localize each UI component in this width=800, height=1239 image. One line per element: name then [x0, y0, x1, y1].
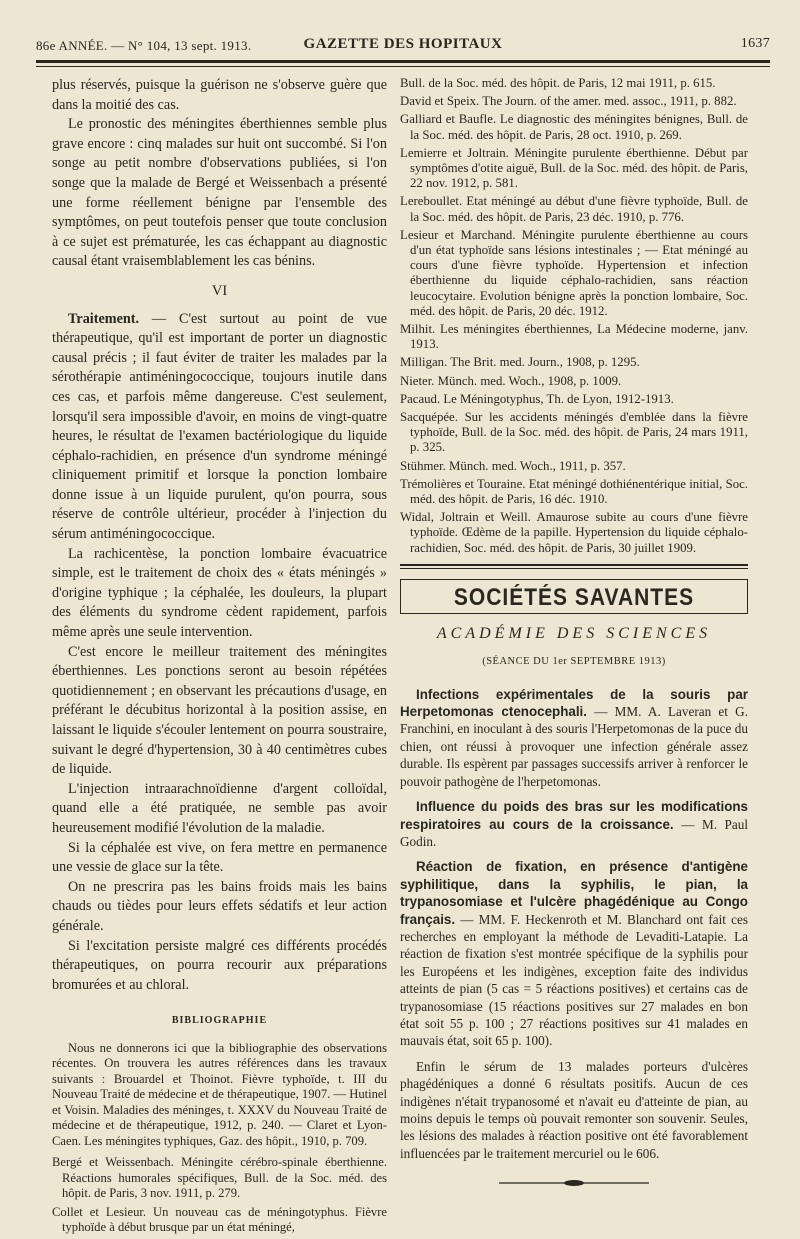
- right-column: [400, 76, 748, 1194]
- academie-title: ACADÉMIE DES SCIENCES: [436, 625, 712, 643]
- paragraph: Si l'excitation persiste malgré ces différents procédés thérapeutiques, on pourra recourir aux préparations bromurées et au chloral.: [52, 937, 387, 993]
- paragraph-traitement: [52, 310, 387, 545]
- communication: [400, 798, 748, 850]
- bibliography-continued: [400, 76, 748, 556]
- societes-banner: [400, 579, 748, 615]
- communication-text: — M. Paul Godin.: [400, 816, 749, 849]
- bibliography-heading: BIBLIOGRAPHIE: [171, 1015, 268, 1027]
- section-number: VI: [211, 282, 228, 299]
- section-divider: [400, 564, 748, 569]
- seance-date: (SÉANCE DU 1er SEPTEMBRE 1913): [482, 656, 666, 668]
- issue-info: 86e ANNÉE. — N° 104, 13 sept. 1913.: [36, 38, 252, 53]
- header-rule-thick: [36, 60, 770, 63]
- bibliography-item: Sacquépée. Sur les accidents méningés d'emblée dans la fièvre typhoïde, Bull. de la Soc. méd. des hôpit. de Paris, 24 mars 1911, p. 325.: [400, 410, 748, 455]
- communication: [400, 858, 748, 1049]
- bibliography-item: Collet et Lesieur. Un nouveau cas de méningotyphus. Fièvre typhoïde à début brusque par un état méningé,: [52, 1204, 387, 1235]
- running-header: [36, 34, 770, 54]
- paragraph: Le pronostic des méningites éberthiennes semble plus grave encore : cinq malades sur huit ont succombé. Si l'on songe au petit nombre d'observations publiées, si l'on songe que la malade de Bergé et Weissenbach a présenté une forme réellement bénigne par l'ensemble des symptômes, on peut toutefois penser que toute conclusion à ce sujet est prématurée, les cas échappant au diagnostic causal étant vraisemblablement les cas bénins.: [52, 116, 387, 270]
- bibliography-item: Milhit. Les méningites éberthiennes, La Médecine moderne, janv. 1913.: [400, 322, 748, 352]
- bibliography-item: Bull. de la Soc. méd. des hôpit. de Paris, 12 mai 1911, p. 615.: [400, 76, 716, 90]
- bibliography-item: Nieter. Münch. med. Woch., 1908, p. 1009.: [400, 373, 622, 388]
- traitement-text: — C'est surtout au point de vue thérapeutique, qu'il est important de porter un diagnostic causal précis ; il faut éviter de traiter les malades par la sérothérapie antiméningococcique, toujours inutile dans ces cas, et parfois même dangereuse. C'est seulement, lorsqu'il sera impossible d'avoir, en moins de vingt-quatre heures, le résultat de l'examen bactériologique du liquide céphalo-rachidien, en présence d'un syndrome méningé cliniquement primitif et lorsque la ponction lombaire donne issue à un liquide purulent, qu'on pourra, sous réserve de contrôle ultérieur, procéder à l'injection du sérum antiméningococcique.: [52, 310, 387, 543]
- communication-text: — MM. F. Heckenroth et M. Blanchard ont fait ces recherches en employant la méthode de Levaditi-Latapie. La réaction de fixation s'est montrée spécifique de la syphilis pour les Européens et les indigènes, exception faite des individus atteints de pian (5 cas = 5 réactions positives) et certains cas de trypanosomiase (15 réactions positives sur 27 malades en bon état soit 55 p. 100 ; 27 réactions positives sur 41 malades en mauvais état, soit 65 p. 100).: [400, 911, 748, 1049]
- communication-title: Infections expérimentales de la souris par Herpetomonas ctenocephali.: [400, 686, 748, 720]
- bibliography-item: Bergé et Weissenbach. Méningite cérébro-spinale éberthienne. Réactions humorales spécifiques, Bull. de la Soc. méd. des hôpit. de Paris, 3 nov. 1911, p. 279.: [52, 1155, 387, 1201]
- paragraph: plus réservés, puisque la guérison ne s'observe guère que dans la moitié des cas.: [52, 77, 387, 113]
- bibliography-item: Stühmer. Münch. med. Woch., 1911, p. 357.: [400, 458, 626, 473]
- bibliography-item: Widal, Joltrain et Weill. Amaurose subite au cours d'une fièvre typhoïde. Œdème de la papille. Hypertension du liquide céphalo-rachidien, Soc. méd. des hôpit. de Paris, 30 juillet 1909.: [400, 510, 748, 555]
- bibliography-item: Galliard et Baufle. Le diagnostic des méningites bénignes, Bull. de la Soc. méd. des hôpit. de Paris, 28 oct. 1910, p. 269.: [400, 112, 748, 142]
- bibliography-item: David et Speix. The Journ. of the amer. med. assoc., 1911, p. 882.: [400, 94, 737, 109]
- bibliography-item: Lesieur et Marchand. Méningite purulente éberthienne au cours d'un état typhoïde sans lésions intestinales ; — Etat méningé au cours d'une fièvre typhoïde. Hypertension et infection éberthienne du liquide céphalo-rachidien, sans réaction leucocytaire. Evolution bénigne après la ponction lombaire, Soc. méd. des hôpit. de Paris, 20 déc. 1912.: [400, 227, 748, 318]
- bibliography-item: Lemierre et Joltrain. Méningite purulente éberthienne. Début par symptômes d'otite aiguë, Bull. de la Soc. méd. des hôpit. de Paris, 22 nov. 1912, p. 581.: [400, 145, 748, 191]
- page-number: 1637: [740, 36, 770, 51]
- bibliography-item: Trémolières et Touraine. Etat méningé dothiénentérique initial, Soc. méd. des hôpit. de Paris, 16 déc. 1910.: [400, 476, 748, 507]
- ornament-rule-icon: [499, 1179, 649, 1187]
- end-ornament: [400, 1174, 748, 1194]
- communication-continued: Enfin le sérum de 13 malades porteurs d'ulcères phagédéniques a donné 6 résultats positifs. Aucun de ces indigènes n'était trypanosomé et n'avait eu d'atteinte de pian, au moins depuis le temps où pouvait remonter son souvenir. Seules, les lésions des malades à réaction positive ont été favorablement influencées par le traitement mercuriel ou le 606.: [400, 1058, 748, 1161]
- journal-title: GAZETTE DES HOPITAUX: [303, 36, 503, 52]
- communication: [400, 686, 748, 790]
- bibliography: [52, 1041, 387, 1236]
- paragraph: La rachicentèse, la ponction lombaire évacuatrice simple, est le traitement de choix des « états méningés » d'origine typhique ; la céphalée, les douleurs, la plupart des éléments du syndrome cèdent rapidement, parfois même après une seule intervention.: [52, 545, 387, 641]
- paragraph: On ne prescrira pas les bains froids mais les bains chauds ou tièdes pour leurs effets sédatifs et leur action générale.: [52, 878, 387, 934]
- header-rule-thin: [36, 66, 770, 67]
- communication-title: Influence du poids des bras sur les modifications respiratoires au cours de la croissance.: [400, 799, 748, 832]
- communication-text: — MM. A. Laveran et G. Franchini, en inoculant à des souris l'Herpetomonas de la puce du chien, ont réussi à provoquer une infection générale assez durable. Ils espèrent par passages successifs arriver à renforcer le pouvoir pathogène de l'herpetomonas.: [400, 704, 748, 789]
- bibliography-item: Milligan. The Brit. med. Journ., 1908, p. 1295.: [400, 355, 640, 370]
- communications: [400, 686, 748, 1163]
- bibliography-item: Pacaud. Le Méningotyphus, Th. de Lyon, 1912-1913.: [400, 391, 674, 406]
- paragraph: L'injection intraarachnoïdienne d'argent colloïdal, quand elle a été pratiquée, ne semble pas avoir heureusement modifié l'évolution de la maladie.: [52, 780, 387, 836]
- traitement-heading: Traitement.: [68, 310, 140, 327]
- bibliography-item: Lereboullet. Etat méningé au début d'une fièvre typhoïde, Bull. de la Soc. méd. des hôpit. de Paris, 23 déc. 1910, p. 776.: [400, 194, 748, 224]
- paragraph: Si la céphalée est vive, on fera mettre en permanence une vessie de glace sur la tête.: [52, 839, 387, 876]
- left-column: [52, 76, 387, 1239]
- societes-title: SOCIÉTÉS SAVANTES: [453, 584, 695, 611]
- paragraph: C'est encore le meilleur traitement des méningites éberthiennes. Les ponctions seront au besoin répétées quotidiennement ; en observant les précautions d'usage, en préférant le décubitus horizontal à la position assise, en laissant le liquide s'écouler lentement on pourra soustraire, suivant le degré d'hypertension, 30 à 40 centimètres cubes de liquide.: [52, 643, 387, 778]
- communication-title: Réaction de fixation, en présence d'antigène syphilitique, dans la syphilis, le pian, la trypanosomiase et l'ulcère phagédénique au Congo français.: [400, 859, 748, 927]
- bibliography-intro: Nous ne donnerons ici que la bibliographie des observations récentes. On trouvera les autres références dans les travaux suivants : Brouardel et Thoinot. Fièvre typhoïde, t. III du Nouveau Traité de médecine et de thérapeutique, 1907. — Hutinel et Voisin. Maladies des méninges, t. XXXV du Nouveau Traité de médecine et de thérapeutique, 1912, p. 240. — Claret et Lyon-Caen. Les méningites typhiques, Gaz. des hôpit., 1910, p. 709.: [52, 1040, 387, 1148]
